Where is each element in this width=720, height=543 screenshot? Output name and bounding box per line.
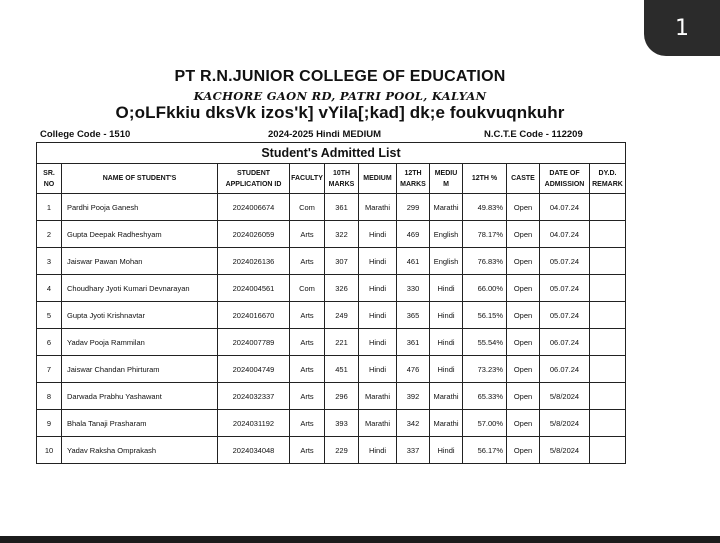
twelfth-medium-cell: Hindi [430, 437, 463, 464]
caste-cell: Open [507, 248, 540, 275]
twelfth-medium-cell: Marathi [430, 383, 463, 410]
application-id-cell: 2024034048 [218, 437, 290, 464]
table-row [37, 194, 626, 221]
student-name-cell: Choudhary Jyoti Kumari Devnarayan [62, 275, 218, 302]
table-row [37, 248, 626, 275]
student-name-cell: Pardhi Pooja Ganesh [62, 194, 218, 221]
tenth-medium-cell: Hindi [359, 275, 397, 302]
twelfth-percent-cell: 56.15% [463, 302, 507, 329]
table-row [37, 356, 626, 383]
table-row [37, 329, 626, 356]
table-row [37, 221, 626, 248]
twelfth-percent-cell: 73.23% [463, 356, 507, 383]
sr-no-cell: 3 [37, 248, 62, 275]
tenth-medium-cell: Hindi [359, 248, 397, 275]
tenth-marks-cell: 451 [325, 356, 359, 383]
admission-date-cell: 05.07.24 [540, 275, 590, 302]
tenth-marks-cell: 307 [325, 248, 359, 275]
twelfth-medium-cell: Marathi [430, 410, 463, 437]
application-id-cell: 2024004749 [218, 356, 290, 383]
student-name-cell: Darwada Prabhu Yashawant [62, 383, 218, 410]
twelfth-marks-cell: 361 [397, 329, 430, 356]
admission-date-cell: 05.07.24 [540, 248, 590, 275]
admission-date-cell: 04.07.24 [540, 194, 590, 221]
column-header: 10TH MARKS [325, 164, 359, 194]
column-header: STUDENT APPLICATION ID [218, 164, 290, 194]
column-header: CASTE [507, 164, 540, 194]
tenth-marks-cell: 249 [325, 302, 359, 329]
application-id-cell: 2024007789 [218, 329, 290, 356]
college-code: College Code - 1510 [40, 129, 131, 140]
tenth-marks-cell: 221 [325, 329, 359, 356]
twelfth-medium-cell: Hindi [430, 275, 463, 302]
college-address: KACHORE GAON RD, PATRI POOL, KALYAN [193, 89, 487, 103]
tenth-medium-cell: Marathi [359, 410, 397, 437]
remark-cell [590, 302, 626, 329]
student-name-cell: Jaiswar Chandan Phirturam [62, 356, 218, 383]
application-id-cell: 2024026059 [218, 221, 290, 248]
tenth-medium-cell: Marathi [359, 194, 397, 221]
admission-date-cell: 06.07.24 [540, 356, 590, 383]
admission-date-cell: 5/8/2024 [540, 410, 590, 437]
caste-cell: Open [507, 194, 540, 221]
student-name-cell: Yadav Pooja Rammilan [62, 329, 218, 356]
tenth-medium-cell: Hindi [359, 356, 397, 383]
remark-cell [590, 275, 626, 302]
twelfth-marks-cell: 469 [397, 221, 430, 248]
admission-date-cell: 04.07.24 [540, 221, 590, 248]
column-header: DATE OF ADMISSION [540, 164, 590, 194]
sr-no-cell: 10 [37, 437, 62, 464]
student-name-cell: Gupta Deepak Radheshyam [62, 221, 218, 248]
tenth-marks-cell: 361 [325, 194, 359, 221]
faculty-cell: Arts [290, 410, 325, 437]
remark-cell [590, 437, 626, 464]
table-row [37, 302, 626, 329]
twelfth-percent-cell: 49.83% [463, 194, 507, 221]
remark-cell [590, 356, 626, 383]
bottom-edge-bar [0, 536, 720, 543]
column-header: SR. NO [37, 164, 62, 194]
faculty-cell: Arts [290, 248, 325, 275]
tenth-marks-cell: 326 [325, 275, 359, 302]
application-id-cell: 2024031192 [218, 410, 290, 437]
tenth-medium-cell: Hindi [359, 437, 397, 464]
column-header: 12TH % [463, 164, 507, 194]
sr-no-cell: 8 [37, 383, 62, 410]
twelfth-medium-cell: Marathi [430, 194, 463, 221]
faculty-cell: Arts [290, 356, 325, 383]
twelfth-marks-cell: 392 [397, 383, 430, 410]
application-id-cell: 2024032337 [218, 383, 290, 410]
admission-date-cell: 06.07.24 [540, 329, 590, 356]
column-header: FACULTY [290, 164, 325, 194]
ncte-code: N.C.T.E Code - 112209 [484, 129, 583, 140]
column-header: MEDIU M [430, 164, 463, 194]
admission-date-cell: 5/8/2024 [540, 383, 590, 410]
tenth-medium-cell: Hindi [359, 221, 397, 248]
remark-cell [590, 383, 626, 410]
caste-cell: Open [507, 437, 540, 464]
sr-no-cell: 7 [37, 356, 62, 383]
tenth-marks-cell: 322 [325, 221, 359, 248]
application-id-cell: 2024006674 [218, 194, 290, 221]
twelfth-medium-cell: Hindi [430, 302, 463, 329]
tenth-medium-cell: Hindi [359, 329, 397, 356]
faculty-cell: Arts [290, 329, 325, 356]
hindi-course-name: O;oLFkkiu dksVk izos'k] vYila[;kad] dk;e foukvuqnkuhr [115, 103, 565, 122]
faculty-cell: Arts [290, 221, 325, 248]
admitted-students-table [36, 142, 626, 464]
remark-cell [590, 329, 626, 356]
faculty-cell: Com [290, 275, 325, 302]
admission-date-cell: 5/8/2024 [540, 437, 590, 464]
faculty-cell: Com [290, 194, 325, 221]
remark-cell [590, 221, 626, 248]
table-header-row [37, 164, 626, 194]
sr-no-cell: 2 [37, 221, 62, 248]
caste-cell: Open [507, 383, 540, 410]
caste-cell: Open [507, 329, 540, 356]
college-title: PT R.N.JUNIOR COLLEGE OF EDUCATION [174, 68, 506, 85]
sr-no-cell: 6 [37, 329, 62, 356]
student-name-cell: Gupta Jyoti Krishnavtar [62, 302, 218, 329]
tenth-marks-cell: 229 [325, 437, 359, 464]
caste-cell: Open [507, 302, 540, 329]
student-name-cell: Jaiswar Pawan Mohan [62, 248, 218, 275]
twelfth-medium-cell: Hindi [430, 329, 463, 356]
column-header: DY.D. REMARK [590, 164, 626, 194]
faculty-cell: Arts [290, 302, 325, 329]
twelfth-medium-cell: English [430, 221, 463, 248]
application-id-cell: 2024016670 [218, 302, 290, 329]
tenth-medium-cell: Hindi [359, 302, 397, 329]
remark-cell [590, 410, 626, 437]
remark-cell [590, 194, 626, 221]
column-header: 12TH MARKS [397, 164, 430, 194]
column-header: NAME OF STUDENT'S [62, 164, 218, 194]
table-row [37, 410, 626, 437]
twelfth-marks-cell: 461 [397, 248, 430, 275]
twelfth-percent-cell: 78.17% [463, 221, 507, 248]
twelfth-marks-cell: 330 [397, 275, 430, 302]
twelfth-marks-cell: 299 [397, 194, 430, 221]
student-name-cell: Yadav Raksha Omprakash [62, 437, 218, 464]
twelfth-marks-cell: 342 [397, 410, 430, 437]
table-row [37, 275, 626, 302]
sr-no-cell: 5 [37, 302, 62, 329]
page-number-badge: 1 [644, 0, 720, 56]
caste-cell: Open [507, 275, 540, 302]
twelfth-medium-cell: English [430, 248, 463, 275]
sr-no-cell: 1 [37, 194, 62, 221]
caste-cell: Open [507, 221, 540, 248]
remark-cell [590, 248, 626, 275]
twelfth-marks-cell: 365 [397, 302, 430, 329]
sr-no-cell: 4 [37, 275, 62, 302]
tenth-medium-cell: Marathi [359, 383, 397, 410]
tenth-marks-cell: 296 [325, 383, 359, 410]
application-id-cell: 2024026136 [218, 248, 290, 275]
tenth-marks-cell: 393 [325, 410, 359, 437]
twelfth-marks-cell: 476 [397, 356, 430, 383]
faculty-cell: Arts [290, 437, 325, 464]
sr-no-cell: 9 [37, 410, 62, 437]
twelfth-percent-cell: 76.83% [463, 248, 507, 275]
session-medium: 2024-2025 Hindi MEDIUM [268, 129, 381, 140]
caste-cell: Open [507, 356, 540, 383]
application-id-cell: 2024004561 [218, 275, 290, 302]
caste-cell: Open [507, 410, 540, 437]
column-header: MEDIUM [359, 164, 397, 194]
twelfth-percent-cell: 57.00% [463, 410, 507, 437]
table-row [37, 383, 626, 410]
admission-date-cell: 05.07.24 [540, 302, 590, 329]
twelfth-medium-cell: Hindi [430, 356, 463, 383]
twelfth-percent-cell: 65.33% [463, 383, 507, 410]
student-name-cell: Bhala Tanaji Prasharam [62, 410, 218, 437]
twelfth-percent-cell: 55.54% [463, 329, 507, 356]
twelfth-marks-cell: 337 [397, 437, 430, 464]
twelfth-percent-cell: 66.00% [463, 275, 507, 302]
faculty-cell: Arts [290, 383, 325, 410]
table-caption: Student's Admitted List [37, 143, 626, 164]
twelfth-percent-cell: 56.17% [463, 437, 507, 464]
table-row [37, 437, 626, 464]
